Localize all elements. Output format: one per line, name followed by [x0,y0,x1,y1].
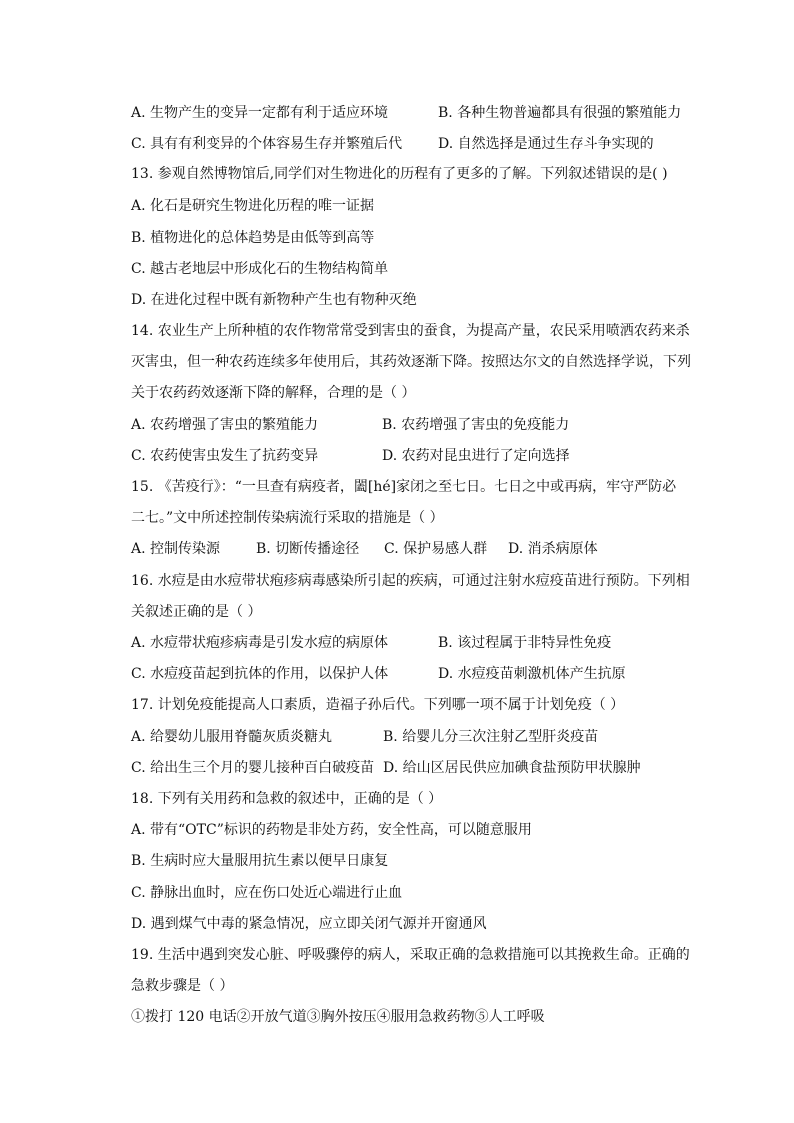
q16-option-a: A. 水痘带状疱疹病毒是引发水痘的病原体 [131,635,389,651]
q15-option-a: A. 控制传染源 [131,541,221,557]
q19-stem-line2: 急救步骤是（ ） [131,978,234,994]
q18-option-a: A. 带有“OTC”标识的药物是非处方药，安全性高，可以随意服用 [131,822,532,838]
q12-option-c: C. 具有有利变异的个体容易生存并繁殖后代 [131,136,403,152]
q13-option-d: D. 在进化过程中既有新物种产生也有物种灭绝 [131,292,417,308]
q18-option-c: C. 静脉出血时，应在伤口处近心端进行止血 [131,885,403,901]
q19-stem-line1: 19. 生活中遇到突发心脏、呼吸骤停的病人，采取正确的急救措施可以其挽救生命。正确的 [131,947,690,963]
q16-stem-line2: 关叙述正确的是（ ） [131,604,262,620]
q15-option-d: D. 消杀病原体 [508,541,598,557]
q19-steps: ①拨打 120 电话②开放气道③胸外按压④服用急救药物⑤人工呼吸 [131,1009,545,1025]
q14-stem-line1: 14. 农业生产上所种植的农作物常常受到害虫的蚕食，为提高产量，农民采用喷洒农药来杀 [131,323,690,339]
q12-option-a: A. 生物产生的变异一定都有利于适应环境 [131,105,389,121]
q18-option-d: D. 遇到煤气中毒的紧急情况，应立即关闭气源并开窗通风 [131,916,487,932]
q18-stem: 18. 下列有关用药和急救的叙述中，正确的是（ ） [131,791,443,807]
q13-option-b: B. 植物进化的总体趋势是由低等到高等 [131,230,375,246]
q14-option-a: A. 农药增强了害虫的繁殖能力 [131,417,319,433]
q14-option-b: B. 农药增强了害虫的免疫能力 [382,417,570,433]
q14-option-d: D. 农药对昆虫进行了定向选择 [382,448,570,464]
q15-option-b: B. 切断传播途径 [256,541,360,557]
q12-option-b: B. 各种生物普遍都具有很强的繁殖能力 [438,105,682,121]
q13-stem: 13. 参观自然博物馆后,同学们对生物进化的历程有了更多的了解。下列叙述错误的是( ) [131,166,668,182]
q13-option-c: C. 越古老地层中形成化石的生物结构简单 [131,261,389,277]
q18-option-b: B. 生病时应大量服用抗生素以便早日康复 [131,853,389,869]
q15-stem-line2: 二七。”文中所述控制传染病流行采取的措施是（ ） [131,510,444,526]
q17-option-a: A. 给婴幼儿服用脊髓灰质炎糖丸 [131,729,333,745]
q15-option-c: C. 保护易感人群 [384,541,488,557]
q17-option-d: D. 给山区居民供应加碘食盐预防甲状腺肿 [383,760,641,776]
q16-option-d: D. 水痘疫苗刺激机体产生抗原 [438,666,626,682]
q16-stem-line1: 16. 水痘是由水痘带状疱疹病毒感染所引起的疾病，可通过注射水痘疫苗进行预防。下列相 [131,573,690,589]
q15-stem-line1: 15. 《苦疫行》：“一旦查有病疫者，闔[hé]家闭之至七日。七日之中或再病，牢守严防必 [131,479,677,495]
q12-option-d: D. 自然选择是通过生存斗争实现的 [438,136,654,152]
q13-option-a: A. 化石是研究生物进化历程的唯一证据 [131,198,375,214]
q14-option-c: C. 农药使害虫发生了抗药变异 [131,448,319,464]
q16-option-b: B. 该过程属于非特异性免疫 [438,635,612,651]
q14-stem-line3: 关于农药药效逐渐下降的解释，合理的是（ ） [131,385,416,401]
q16-option-c: C. 水痘疫苗起到抗体的作用，以保护人体 [131,666,389,682]
q17-option-b: B. 给婴儿分三次注射乙型肝炎疫苗 [383,729,599,745]
q17-option-c: C. 给出生三个月的婴儿接种百白破疫苗 [131,760,375,776]
q17-stem: 17. 计划免疫能提高人口素质，造福子孙后代。下列哪一项不属于计划免疫（ ） [131,697,625,713]
q14-stem-line2: 灭害虫，但一种农药连续多年使用后，其药效逐渐下降。按照达尔文的自然选择学说，下列 [131,354,691,370]
